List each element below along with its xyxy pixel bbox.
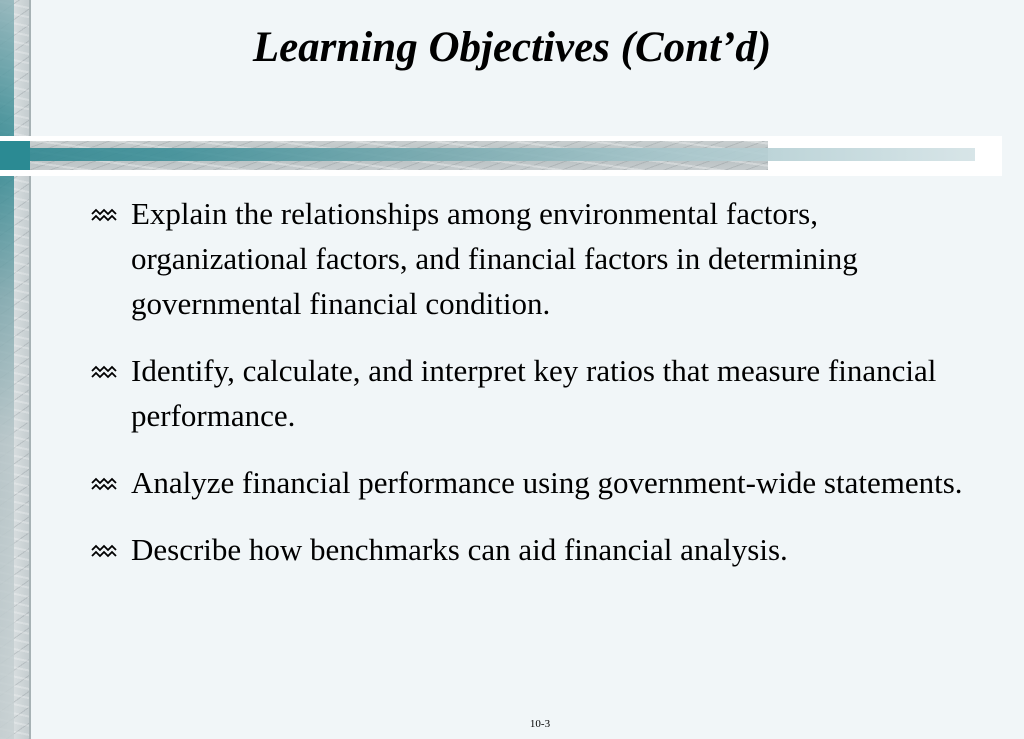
- aquarius-wave-icon: [90, 527, 118, 572]
- teal-gradient-strip: [0, 0, 14, 739]
- bullet-text: Describe how benchmarks can aid financial analysis.: [131, 532, 788, 567]
- aquarius-wave-icon: [90, 460, 118, 505]
- divider-teal-corner: [0, 141, 30, 170]
- aquarius-wave-icon: [90, 348, 118, 393]
- divider-teal-band: [0, 148, 975, 161]
- bullet-list: [90, 191, 970, 594]
- bullet-text: Explain the relationships among environmental factors, organizational factors, and financial factors in determining governmental financial condition.: [131, 196, 858, 321]
- bullet-text: Identify, calculate, and interpret key ratios that measure financial performance.: [131, 353, 937, 433]
- page-number: 10-3: [529, 718, 551, 730]
- bullet-item: [90, 460, 970, 505]
- bullet-text: Analyze financial performance using government-wide statements.: [131, 465, 963, 500]
- aquarius-wave-icon: [90, 191, 118, 236]
- slide-title: Learning Objectives (Cont’d): [252, 24, 772, 71]
- strip-edge-line: [29, 0, 31, 739]
- bullet-item: [90, 527, 970, 572]
- bullet-item: [90, 348, 970, 438]
- bullet-item: [90, 191, 970, 326]
